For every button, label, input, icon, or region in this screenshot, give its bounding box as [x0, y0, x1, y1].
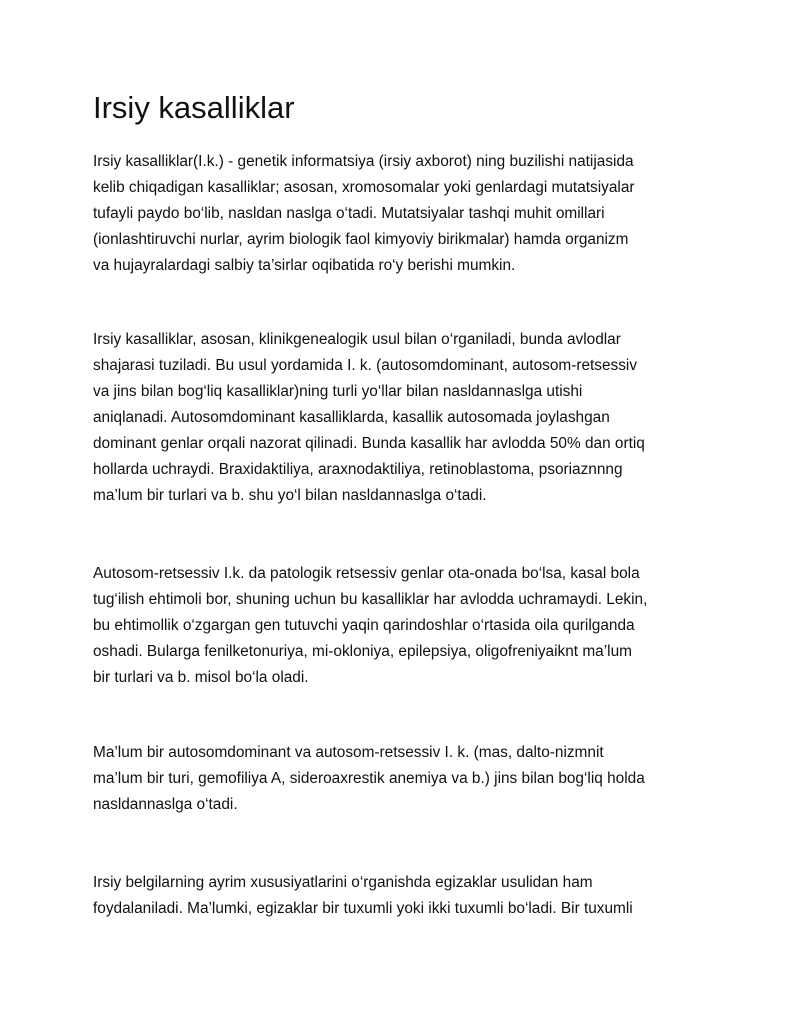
paragraph-line: hollarda uchraydi. Braxidaktiliya, araxnodaktiliya, retinoblastoma, psoriaznnng — [93, 461, 623, 478]
paragraph-1 — [93, 149, 721, 279]
paragraph-line: shajarasi tuziladi. Bu usul yordamida I. k. (autosomdominant, autosom-retsessiv — [93, 357, 638, 374]
paragraph-line: Autosom-retsessiv I.k. da patologik retsessiv genlar ota-onada bo‘lsa, kasal bola — [93, 565, 640, 582]
paragraph-line: kelib chiqadigan kasalliklar; asosan, xromosomalar yoki genlardagi mutatsiyalar — [93, 179, 635, 196]
paragraph-line: aniqlanadi. Autosomdominant kasalliklarda, kasallik autosomada joylashgan — [93, 409, 610, 426]
paragraph-line: bir turlari va b. misol bo‘la oladi. — [93, 669, 309, 686]
paragraph-line: tufayli paydo bo‘lib, nasldan naslga o‘tadi. Mutatsiyalar tashqi muhit omillari — [93, 205, 605, 222]
paragraph-line: Ma’lum bir autosomdominant va autosom-retsessiv I. k. (mas, dalto-nizmnit — [93, 744, 604, 761]
paragraph-line: Irsiy kasalliklar(I.k.) - genetik informatsiya (irsiy axborot) ning buzilishi natijasida — [93, 153, 634, 170]
paragraph-2 — [93, 327, 721, 509]
paragraph-line: nasldannaslga o‘tadi. — [93, 796, 238, 813]
paragraph-line: bu ehtimollik o‘zgargan gen tutuvchi yaqin qarindoshlar o‘rtasida oila qurilganda — [93, 617, 635, 634]
paragraph-line: ma’lum bir turi, gemofiliya A, sideroaxrestik anemiya va b.) jins bilan bog‘liq holda — [93, 770, 645, 787]
paragraph-line: tug‘ilish ehtimoli bor, shuning uchun bu kasalliklar har avlodda uchramaydi. Lekin, — [93, 591, 648, 608]
paragraph-line: va hujayralardagi salbiy ta’sirlar oqibatida ro‘y berishi mumkin. — [93, 257, 516, 274]
paragraph-line: (ionlashtiruvchi nurlar, ayrim biologik faol kimyoviy birikmalar) hamda organizm — [93, 231, 629, 248]
page-title: Irsiy kasalliklar — [93, 90, 295, 125]
paragraph-line: foydalaniladi. Ma’lumki, egizaklar bir tuxumli yoki ikki tuxumli bo‘ladi. Bir tuxumli — [93, 900, 633, 917]
paragraph-3 — [93, 561, 721, 691]
paragraph-4 — [93, 740, 721, 818]
paragraph-line: ma’lum bir turlari va b. shu yo‘l bilan nasldannaslga o‘tadi. — [93, 487, 487, 504]
paragraph-line: Irsiy belgilarning ayrim xususiyatlarini o‘rganishda egizaklar usulidan ham — [93, 874, 593, 891]
paragraph-line: va jins bilan bog‘liq kasalliklar)ning turli yo‘llar bilan nasldannaslga utishi — [93, 383, 583, 400]
paragraph-line: oshadi. Bularga fenilketonuriya, mi-okloniya, epilepsiya, oligofreniyaiknt ma’lum — [93, 643, 632, 660]
paragraph-line: dominant genlar orqali nazorat qilinadi. Bunda kasallik har avlodda 50% dan ortiq — [93, 435, 645, 452]
paragraph-5 — [93, 870, 721, 922]
paragraph-line: Irsiy kasalliklar, asosan, klinikgenealogik usul bilan o‘rganiladi, bunda avlodlar — [93, 331, 621, 348]
